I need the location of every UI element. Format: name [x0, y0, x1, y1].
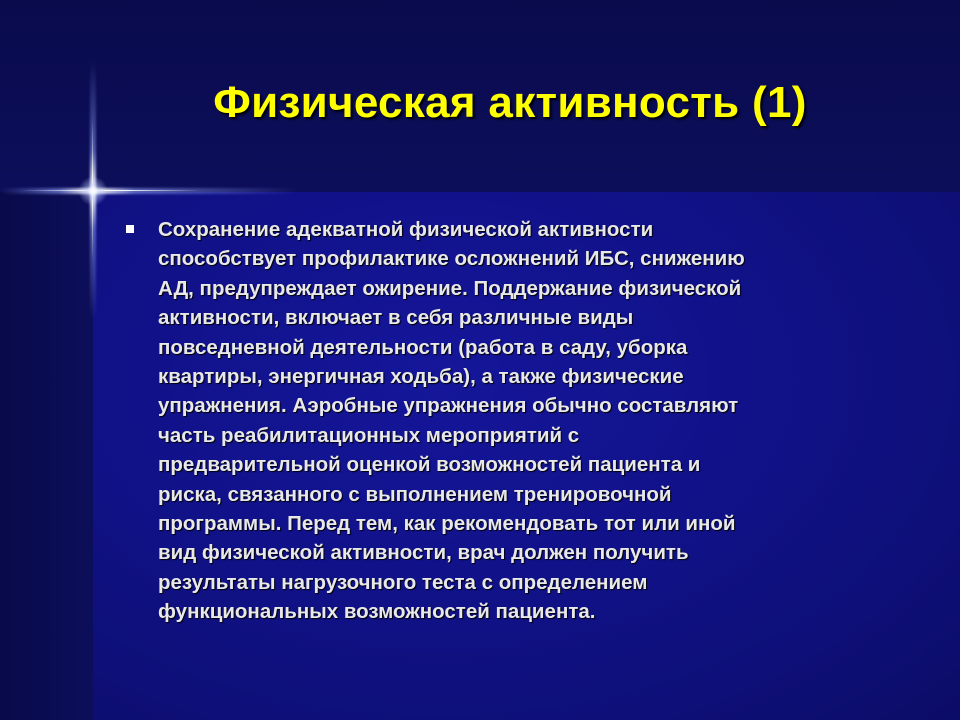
- left-strip-background: [0, 192, 93, 720]
- starburst-glow: [78, 176, 108, 206]
- bullet-list: [124, 215, 904, 627]
- square-bullet-icon: [126, 225, 134, 233]
- bullet-text: Сохранение адекватной физической активности способствует профилактике осложнений ИБС, снижению АД, предупреждает ожирение. Поддержание физической активности, включает в себя различные виды повседневной деятельности (работа в саду, уборка квартиры, энергичная ходьба), а также физические упражнения. Аэробные упражнения обычно составляют часть реабилитационных мероприятий с предварительной оценкой возможностей пациента и риска, связанного с выполнением тренировочной программы. Перед тем, как рекомендовать тот или иной вид физической активности, врач должен получить результаты нагрузочного теста с определением функциональных возможностей пациента.: [158, 218, 745, 624]
- slide-title: Физическая активность (1): [213, 78, 807, 127]
- starburst-horizontal-ray: [0, 188, 300, 194]
- starburst-horizontal-core: [20, 190, 200, 191]
- bullet-item: [124, 215, 904, 627]
